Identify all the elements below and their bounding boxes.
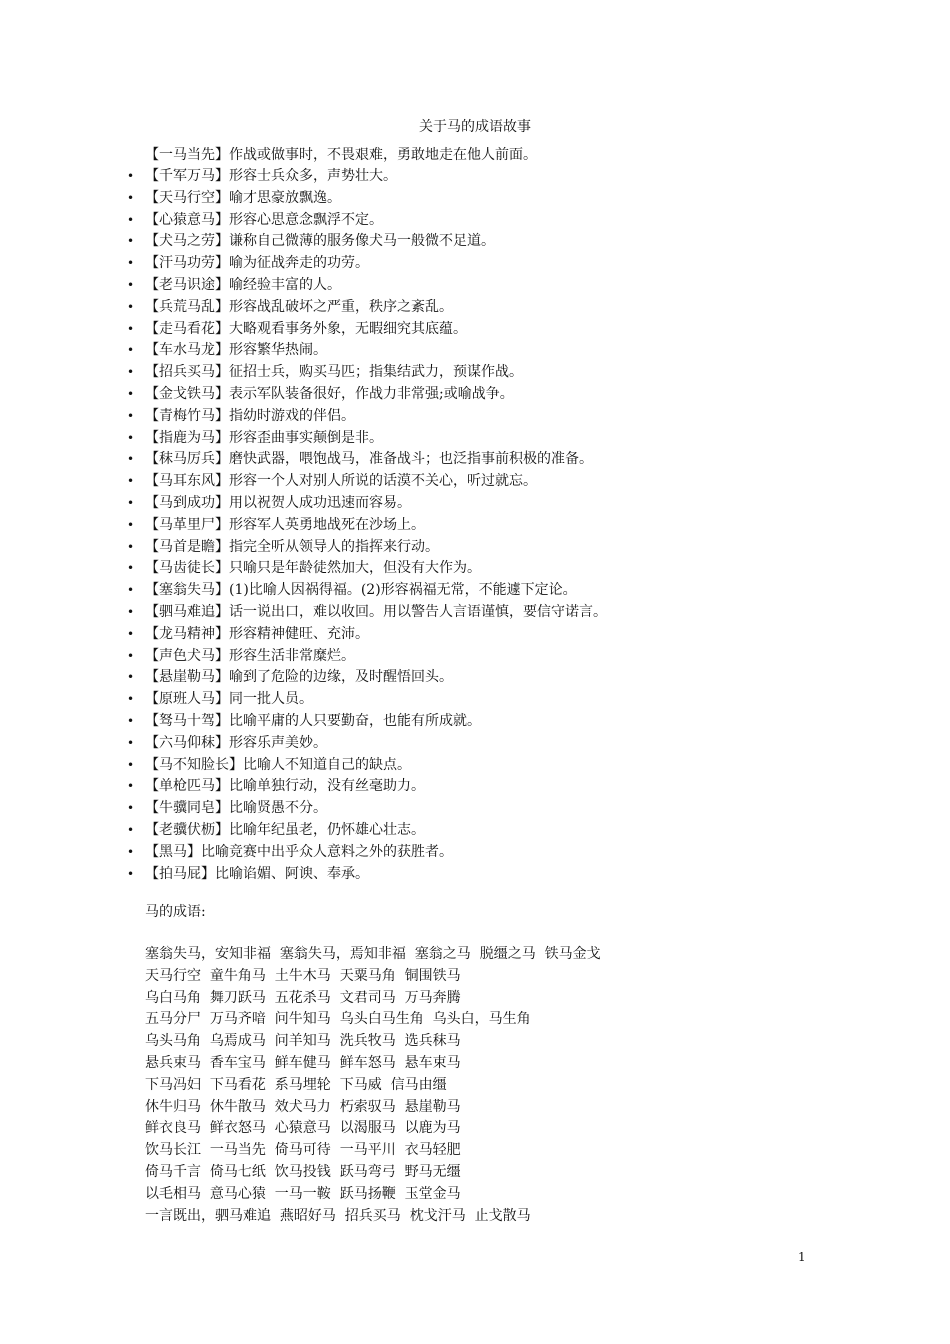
idiom-phrase-row: 倚马千言 倚马七纸 饮马投钱 跃马弯弓 野马无缰: [145, 1163, 461, 1180]
idiom-entry-text: 【马到成功】用以祝贺人成功迅速而容易。: [145, 494, 411, 511]
idiom-entry: [127, 798, 607, 820]
idiom-entry-text: 【兵荒马乱】形容战乱破坏之严重，秩序之紊乱。: [145, 298, 453, 315]
bullet-icon: •: [127, 670, 135, 685]
idiom-phrase-row: 休牛归马 休牛散马 效犬马力 朽索驭马 悬崖勒马: [145, 1098, 461, 1115]
idiom-entry-text: 【声色犬马】形容生活非常糜烂。: [145, 647, 355, 664]
idiom-entry-text: 【秣马厉兵】磨快武器，喂饱战马，准备战斗；也泛指事前积极的准备。: [145, 451, 593, 468]
document-title: 关于马的成语故事: [419, 119, 531, 135]
idiom-entry: [127, 340, 607, 362]
page-number: 1: [798, 1250, 806, 1264]
bullet-icon: •: [127, 408, 135, 423]
idiom-entry: [127, 733, 607, 755]
bullet-icon: •: [127, 626, 135, 641]
idiom-entry-text: 【招兵买马】征招士兵，购买马匹；指集结武力，预谋作战。: [145, 364, 523, 381]
idiom-entry: [127, 275, 607, 297]
idiom-entry-text: 【老骥伏枥】比喻年纪虽老，仍怀雄心壮志。: [145, 821, 425, 838]
idiom-phrase-row: 五马分尸 万马齐喑 问牛知马 乌头白马生角 乌头白，马生角: [145, 1011, 531, 1028]
idiom-phrase-row: 鲜衣良马 鲜衣怒马 心猿意马 以渴服马 以鹿为马: [145, 1120, 461, 1137]
idiom-entry: [127, 297, 607, 319]
bullet-icon: •: [127, 234, 135, 249]
idiom-entry-text: 【汗马功劳】喻为征战奔走的功劳。: [145, 255, 369, 272]
idiom-entry: [127, 406, 607, 428]
bullet-icon: •: [127, 844, 135, 859]
bullet-icon: •: [127, 801, 135, 816]
idiom-entry-text: 【金戈铁马】表示军队装备很好，作战力非常强;或喻战争。: [145, 385, 514, 402]
bullet-icon: •: [127, 495, 135, 510]
bullet-icon: •: [127, 517, 135, 532]
idiom-entry-text: 【老马识途】喻经验丰富的人。: [145, 276, 341, 293]
idiom-entry: [127, 864, 607, 886]
idiom-entry-text: 【六马仰秣】形容乐声美妙。: [145, 734, 327, 751]
idiom-entry-text: 【走马看花】大略观看事务外象，无暇细究其底蕴。: [145, 320, 467, 337]
idiom-phrase-row: 乌白马角 舞刀跃马 五花杀马 文君司马 万马奔腾: [145, 989, 461, 1006]
idiom-entry-text: 【牛骥同皂】比喻贤愚不分。: [145, 800, 327, 817]
idiom-entry: [127, 471, 607, 493]
idiom-entry-text: 【天马行空】喻才思豪放飘逸。: [145, 189, 341, 206]
bullet-icon: •: [127, 169, 135, 183]
bullet-icon: •: [127, 321, 135, 336]
idiom-entry: [127, 166, 607, 188]
idiom-entry: [127, 646, 607, 668]
bullet-icon: •: [127, 277, 135, 292]
bullet-icon: •: [127, 779, 135, 794]
idiom-entry: [127, 689, 607, 711]
idiom-entry-text: 【龙马精神】形容精神健旺、充沛。: [145, 625, 369, 642]
idiom-phrase-row: 一言既出，驷马难追 燕昭好马 招兵买马 枕戈汗马 止戈散马: [145, 1207, 531, 1224]
idiom-phrase-row: 天马行空 童牛角马 土牛木马 天粟马角 铜围铁马: [145, 967, 461, 984]
bullet-icon: •: [127, 713, 135, 728]
idiom-entry-text: 【悬崖勒马】喻到了危险的边缘，及时醒悟回头。: [145, 669, 453, 686]
idiom-entry: [127, 842, 607, 864]
idiom-entry: [127, 537, 607, 559]
bullet-icon: •: [127, 386, 135, 401]
idiom-entry-text: 【黑马】比喻竞赛中出乎众人意料之外的获胜者。: [145, 843, 453, 860]
bullet-icon: •: [127, 365, 135, 380]
idiom-entry-text: 【原班人马】同一批人员。: [145, 691, 313, 708]
idiom-entry: [127, 580, 607, 602]
idiom-entry: [127, 319, 607, 341]
bullet-icon: •: [127, 343, 135, 358]
idiom-entry-text: 【指鹿为马】形容歪曲事实颠倒是非。: [145, 429, 383, 446]
idiom-entry-text: 【心猿意马】形容心思意念飘浮不定。: [145, 211, 383, 228]
idiom-entry: [127, 188, 607, 210]
bullet-icon: •: [127, 452, 135, 467]
bullet-icon: •: [127, 474, 135, 489]
bullet-icon: •: [127, 430, 135, 445]
idiom-entry: [127, 210, 607, 232]
idiom-entry-text: 【马首是瞻】指完全听从领导人的指挥来行动。: [145, 538, 439, 555]
idiom-phrase-block: [145, 944, 601, 1227]
idiom-entry: [127, 755, 607, 777]
idiom-entry: [127, 253, 607, 275]
bullet-icon: •: [127, 866, 135, 881]
bullet-icon: •: [127, 604, 135, 619]
subheading: 马的成语:: [145, 904, 206, 920]
idiom-entry: [127, 776, 607, 798]
bullet-icon: •: [127, 190, 135, 205]
idiom-entry-text: 【青梅竹马】指幼时游戏的伴侣。: [145, 407, 355, 424]
bullet-icon: •: [127, 822, 135, 837]
idiom-entry: [127, 667, 607, 689]
idiom-entry: [127, 602, 607, 624]
idiom-entry: [127, 493, 607, 515]
idiom-entry-text: 【马不知脸长】比喻人不知道自己的缺点。: [145, 756, 411, 773]
idiom-phrase-row: 以毛相马 意马心猿 一马一鞍 跃马扬鞭 玉堂金马: [145, 1185, 461, 1202]
idiom-entry: [127, 711, 607, 733]
idiom-entry-text: 【马齿徒长】只喻只是年龄徒然加大，但没有大作为。: [145, 560, 481, 577]
idiom-entry: [127, 820, 607, 842]
idiom-list: [127, 166, 607, 885]
idiom-entry-text: 【马革里尸】形容军人英勇地战死在沙场上。: [145, 516, 425, 533]
idiom-entry-text: 【千军万马】形容士兵众多，声势壮大。: [145, 168, 397, 184]
idiom-entry-text: 【单枪匹马】比喻单独行动，没有丝毫助力。: [145, 778, 425, 795]
idiom-entry-text: 【驽马十驾】比喻平庸的人只要勤奋，也能有所成就。: [145, 712, 481, 729]
bullet-icon: •: [127, 583, 135, 598]
bullet-icon: •: [127, 757, 135, 772]
bullet-icon: •: [127, 692, 135, 707]
idiom-phrase-row: 悬兵束马 香车宝马 鲜车健马 鲜车怒马 悬车束马: [145, 1054, 461, 1071]
bullet-icon: •: [127, 539, 135, 554]
idiom-entry: [127, 558, 607, 580]
bullet-icon: •: [127, 212, 135, 227]
idiom-entry-text: 【驷马难追】话一说出口，难以收回。用以警告人言语谨慎，要信守诺言。: [145, 603, 607, 620]
bullet-icon: •: [127, 561, 135, 576]
idiom-entry-text: 【马耳东风】形容一个人对别人所说的话漠不关心，听过就忘。: [145, 473, 537, 490]
idiom-entry: [127, 384, 607, 406]
bullet-icon: •: [127, 299, 135, 314]
idiom-phrase-row: 饮马长江 一马当先 倚马可待 一马平川 衣马轻肥: [145, 1142, 461, 1159]
idiom-entry-text: 【塞翁失马】(1)比喻人因祸得福。(2)形容祸福无常，不能遽下定论。: [145, 582, 577, 599]
bullet-icon: •: [127, 648, 135, 663]
bullet-icon: •: [127, 735, 135, 750]
idiom-entry: [127, 362, 607, 384]
idiom-entry-text: 【车水马龙】形容繁华热闹。: [145, 342, 327, 359]
idiom-entry: [127, 515, 607, 537]
first-idiom-entry: 【一马当先】作战或做事时，不畏艰难，勇敢地走在他人前面。: [145, 147, 537, 163]
idiom-phrase-row: 乌头马角 乌焉成马 问羊知马 洗兵牧马 选兵秣马: [145, 1033, 461, 1050]
idiom-entry: [127, 428, 607, 450]
idiom-entry-text: 【拍马屁】比喻谄媚、阿谀、奉承。: [145, 865, 369, 882]
bullet-icon: •: [127, 256, 135, 271]
idiom-entry: [127, 624, 607, 646]
idiom-phrase-row: 下马冯妇 下马看花 系马埋轮 下马威 信马由缰: [145, 1076, 447, 1093]
idiom-entry: [127, 449, 607, 471]
idiom-phrase-row: 塞翁失马，安知非福 塞翁失马，焉知非福 塞翁之马 脱缰之马 铁马金戈: [145, 946, 601, 962]
idiom-entry-text: 【犬马之劳】谦称自己微薄的服务像犬马一般微不足道。: [145, 233, 495, 250]
idiom-entry: [127, 231, 607, 253]
